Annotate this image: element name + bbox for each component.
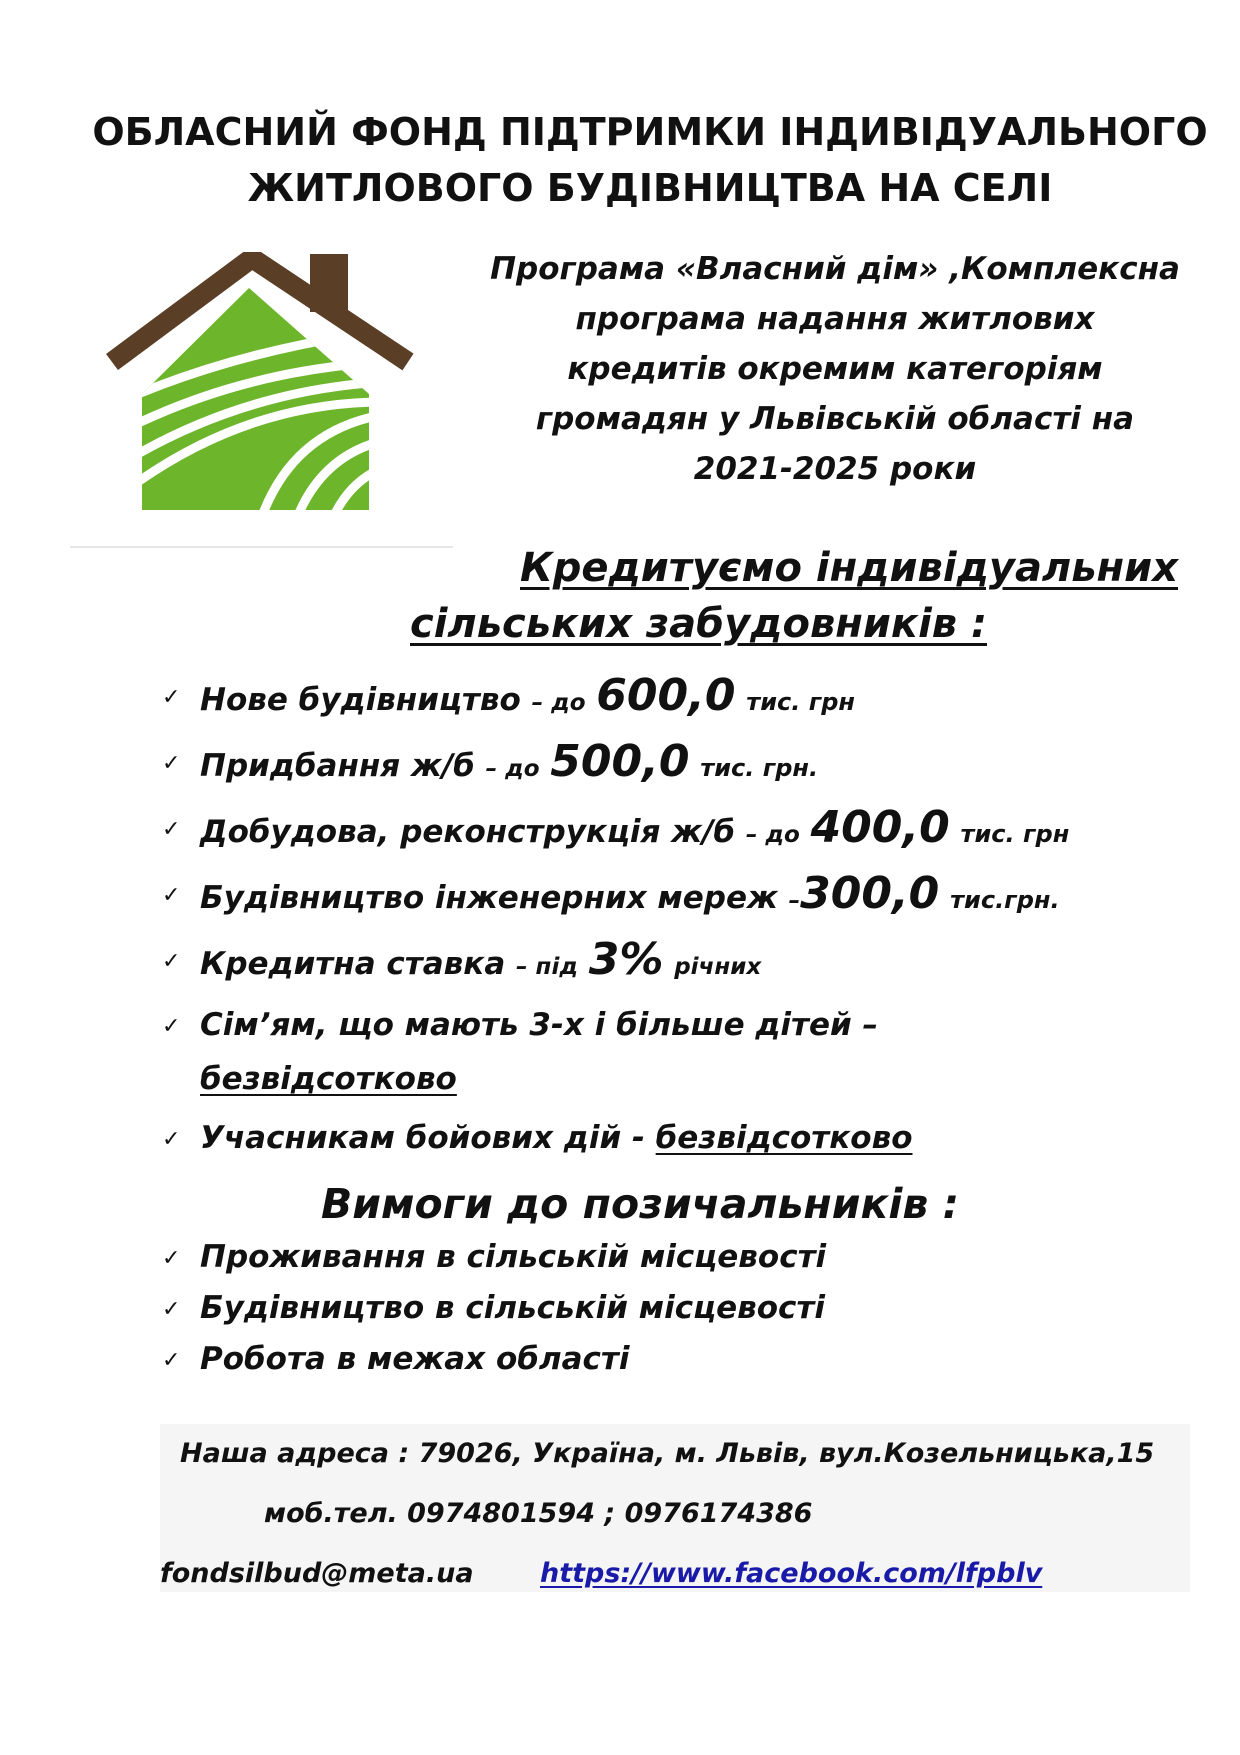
loan-item-families	[160, 998, 1210, 1110]
check-icon: ✓	[162, 1246, 181, 1271]
veterans-value: безвідсотково	[655, 1120, 913, 1156]
families-text: Сім’ям, що мають 3-х і більше дітей –	[200, 1007, 879, 1043]
program-line: програма надання житлових	[575, 301, 1095, 337]
loan-text: Будівництво інженерних мереж	[200, 880, 778, 916]
loan-unit: тис. грн	[960, 820, 1070, 848]
loan-item-rate	[160, 932, 1210, 998]
requirement-item	[160, 1283, 1210, 1334]
requirement-text: Будівництво в сільській місцевості	[200, 1290, 826, 1326]
house-field-stripes	[104, 252, 418, 510]
requirements-list	[160, 1232, 1210, 1385]
rate-amount: 3%	[588, 934, 664, 985]
loan-amount: 300,0	[800, 868, 940, 919]
loan-pre: – до	[485, 756, 540, 782]
loan-text: Добудова, реконструкція ж/б	[200, 814, 746, 850]
title-line-1: ОБЛАСНИЙ ФОНД ПІДТРИМКИ ІНДИВІДУАЛЬНОГО	[92, 110, 1208, 154]
credit-heading-line-1: Кредитуємо індивідуальних	[520, 545, 1178, 591]
loan-amount: 500,0	[550, 736, 690, 787]
check-icon: ✓	[162, 751, 181, 776]
loan-item-reconstruction	[160, 800, 1210, 866]
contact-block	[160, 1424, 1190, 1592]
rate-pre: – під	[516, 954, 578, 980]
program-line: кредитів окремим категоріям	[567, 351, 1103, 387]
program-line: Програма «Власний дім» ,Комплексна	[490, 251, 1180, 287]
contact-address: Наша адреса : 79026, Україна, м. Львів, вул.Козельницька,15	[180, 1438, 1155, 1469]
loan-pre: – до	[531, 690, 586, 716]
loan-unit: тис. грн.	[700, 754, 819, 782]
credit-heading-line-2: сільських забудовників :	[410, 601, 988, 647]
requirement-text: Робота в межах області	[200, 1341, 630, 1377]
contact-email[interactable]: fondsilbud@meta.ua	[160, 1558, 474, 1589]
program-line: громадян у Львівській області на	[535, 401, 1135, 437]
contact-phones[interactable]: моб.тел. 0974801594 ; 0976174386	[264, 1498, 813, 1529]
program-line: 2021-2025 роки	[693, 451, 977, 487]
credit-heading	[250, 540, 1210, 652]
requirements-heading: Вимоги до позичальників :	[320, 1180, 959, 1228]
loan-item-networks	[160, 866, 1210, 932]
check-icon: ✓	[162, 1297, 181, 1322]
loan-unit: тис.грн.	[950, 886, 1060, 914]
requirement-item	[160, 1334, 1210, 1385]
loan-pre: – до	[745, 822, 800, 848]
families-value: безвідсотково	[200, 1061, 457, 1097]
requirement-item	[160, 1232, 1210, 1283]
check-icon: ✓	[162, 1127, 181, 1152]
title-line-2: ЖИТЛОВОГО БУДІВНИЦТВА НА СЕЛІ	[247, 166, 1053, 210]
check-icon: ✓	[162, 1348, 181, 1373]
loan-item-new-construction	[160, 668, 1210, 734]
check-icon: ✓	[162, 1014, 181, 1039]
check-icon: ✓	[162, 883, 181, 908]
loan-text: Нове будівництво	[200, 682, 521, 718]
loan-item-purchase	[160, 734, 1210, 800]
rate-text: Кредитна ставка	[200, 946, 506, 982]
facebook-link[interactable]: https://www.facebook.com/lfpblv	[540, 1558, 1043, 1589]
organization-title	[80, 104, 1220, 216]
loan-unit: тис. грн	[746, 688, 856, 716]
check-icon: ✓	[162, 817, 181, 842]
house-logo-icon	[104, 252, 418, 510]
loan-text: Придбання ж/б	[200, 748, 486, 784]
program-description	[470, 244, 1200, 494]
requirement-text: Проживання в сільській місцевості	[200, 1239, 827, 1275]
check-icon: ✓	[162, 685, 181, 710]
rate-unit: річних	[674, 954, 762, 980]
loan-list	[160, 668, 1210, 1170]
check-icon: ✓	[162, 949, 181, 974]
loan-amount: 400,0	[810, 802, 950, 853]
loan-item-veterans	[160, 1110, 1210, 1170]
loan-pre: –	[788, 888, 801, 914]
loan-amount: 600,0	[596, 670, 736, 721]
veterans-text: Учасникам бойових дій -	[200, 1120, 645, 1156]
